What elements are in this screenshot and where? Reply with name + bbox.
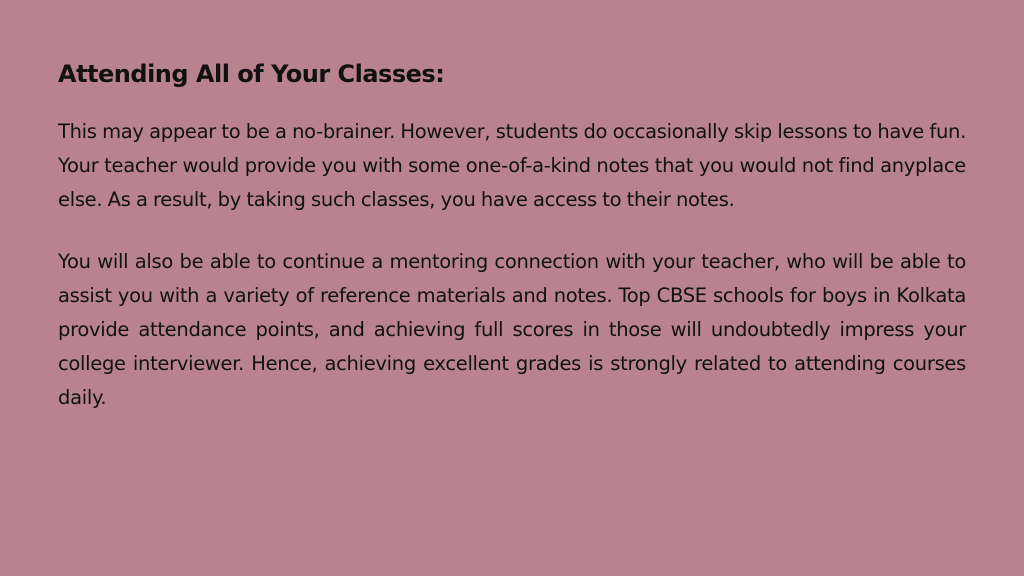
slide-title: Attending All of Your Classes:	[58, 60, 445, 88]
body-paragraph-1: This may appear to be a no-brainer. However, students do occasionally skip lessons to have fun. Your teacher would provide you with some one-of-a-kind notes that you would not find anyplace else. As a result, by taking such classes, you have access to their notes.	[58, 120, 966, 211]
body-paragraph-2: You will also be able to continue a mentoring connection with your teacher, who will be able to assist you with a variety of reference materials and notes. Top CBSE schools for boys in Kolkata provide attendance points, and achieving full scores in those will undoubtedly impress your college interviewer. Hence, achieving excellent grades is strongly related to attending courses daily.	[58, 250, 966, 409]
